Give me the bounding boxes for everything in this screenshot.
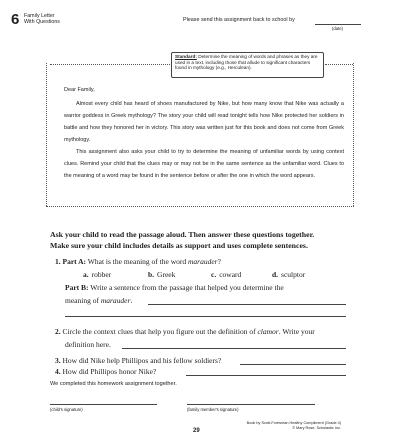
choice-b-letter: b.: [148, 270, 155, 279]
standard-box: [171, 52, 324, 78]
standard-label: Standard:: [175, 54, 197, 59]
answer-line-1b-1[interactable]: [148, 304, 346, 305]
choice-b[interactable]: [148, 270, 175, 279]
question-3: [55, 356, 221, 366]
question-1-part-b-text2: meaning of: [65, 296, 99, 305]
answer-line-3-1[interactable]: [240, 364, 346, 365]
child-signature-label: (child's signature): [50, 407, 83, 412]
instructions-line-2: Make sure your child includes details as support and uses complete sentences.: [50, 240, 308, 250]
question-2-line2: definition here.: [65, 340, 111, 349]
family-letter: [64, 84, 344, 182]
question-2-number: 2.: [55, 327, 61, 336]
letter-border-top: [50, 64, 170, 65]
send-back-instruction: Please send this assignment back to school by: [183, 17, 295, 23]
answer-line-4[interactable]: [186, 375, 346, 376]
question-2-text-end: . Write your: [278, 327, 315, 336]
question-1-part-b-word: marauder: [100, 296, 131, 305]
choice-c-letter: c.: [211, 270, 217, 279]
question-1-part-b-label: Part B:: [65, 283, 89, 292]
completion-statement: We completed this homework assignment together.: [50, 381, 177, 387]
section-title-line1: Family Letter: [24, 13, 55, 19]
question-4-number: 4.: [55, 367, 61, 376]
choice-a-letter: a.: [83, 270, 89, 279]
credit-line-1: Book by Scott-Foresman Healthy Compliment (Grade 4): [246, 421, 341, 425]
question-2-text: Circle the context clues that help you figure out the definition of: [62, 327, 256, 336]
page-number: 6: [11, 11, 20, 28]
letter-border-top-right: [325, 64, 353, 65]
choice-d-text: sculptor: [281, 270, 306, 279]
question-1-part-b-end: .: [130, 296, 133, 305]
letter-paragraph-2: This assignment also asks your child to try to determine the meaning of unfamiliar words by using context clues. Remind your child that the clues may or may not be in the same sentence as the unfamiliar word. Clues to the meaning of a word may be found in the sentence before or after the one in which the word appears.: [64, 149, 344, 179]
family-signature-label: (family member's signature): [187, 407, 239, 412]
family-signature-line[interactable]: [187, 404, 315, 405]
choice-c[interactable]: [211, 270, 241, 279]
answer-line-1b-2[interactable]: [65, 316, 346, 317]
answer-line-2[interactable]: [122, 348, 346, 349]
choice-c-text: coward: [219, 270, 242, 279]
letter-greeting: Dear Family,: [64, 87, 95, 93]
question-3-text: How did Nike help Phillipos and his fellow soldiers?: [62, 356, 222, 365]
choice-d-letter: d.: [272, 270, 279, 279]
question-1-part-b: [65, 283, 355, 293]
page-footer-number: 29: [193, 428, 200, 434]
choice-a-text: robber: [91, 270, 112, 279]
question-4: [55, 367, 156, 377]
question-4-text: How did Phillipos honor Nike?: [62, 367, 157, 376]
instructions-line-1: Ask your child to read the passage aloud. Then answer these questions together.: [50, 230, 315, 239]
question-1-part-b-line2: [65, 296, 132, 306]
choice-a[interactable]: [83, 270, 111, 279]
date-label: (date): [332, 26, 343, 31]
letter-border-bottom: [46, 206, 354, 207]
choice-b-text: Greek: [157, 270, 176, 279]
question-2: [55, 327, 355, 337]
question-2-word: clamor: [257, 327, 279, 336]
child-signature-line[interactable]: [50, 404, 157, 405]
question-1-part-a-word: marauder: [187, 257, 218, 266]
credit-line-2: © Mary Rose, Scholastic Inc.: [292, 426, 341, 430]
letter-paragraph-1: Almost every child has heard of shoes manufactured by Nike, but how many know that Nike was actually a warrior goddess in Greek mythology? The story your child will read tonight tells how Nike protected her soldiers in battle and how they honored her in victory. This story was written just for this book and does not come from Greek mythology.: [64, 101, 344, 143]
date-blank[interactable]: [315, 24, 361, 25]
question-1-number: 1.: [55, 257, 61, 266]
question-1-part-a-text: What is the meaning of the word: [87, 257, 187, 266]
question-3-number: 3.: [55, 356, 61, 365]
question-1-part-a-label: Part A:: [62, 257, 87, 266]
question-1-part-a-end: ?: [217, 257, 221, 266]
question-1-part-a: [55, 257, 355, 267]
instructions: [50, 230, 360, 251]
standard-text: Determine the meaning of words and phrases as they are used in a text, including those that allude to significant characters found in mythology (e.g., Herculean).: [175, 54, 318, 71]
letter-border-right: [353, 63, 354, 206]
letter-border-left: [46, 63, 47, 206]
question-1-part-b-text: Write a sentence from the passage that helped you determine the: [90, 283, 284, 292]
choice-d[interactable]: [272, 270, 305, 279]
section-title-line2: With Questions: [24, 19, 60, 25]
